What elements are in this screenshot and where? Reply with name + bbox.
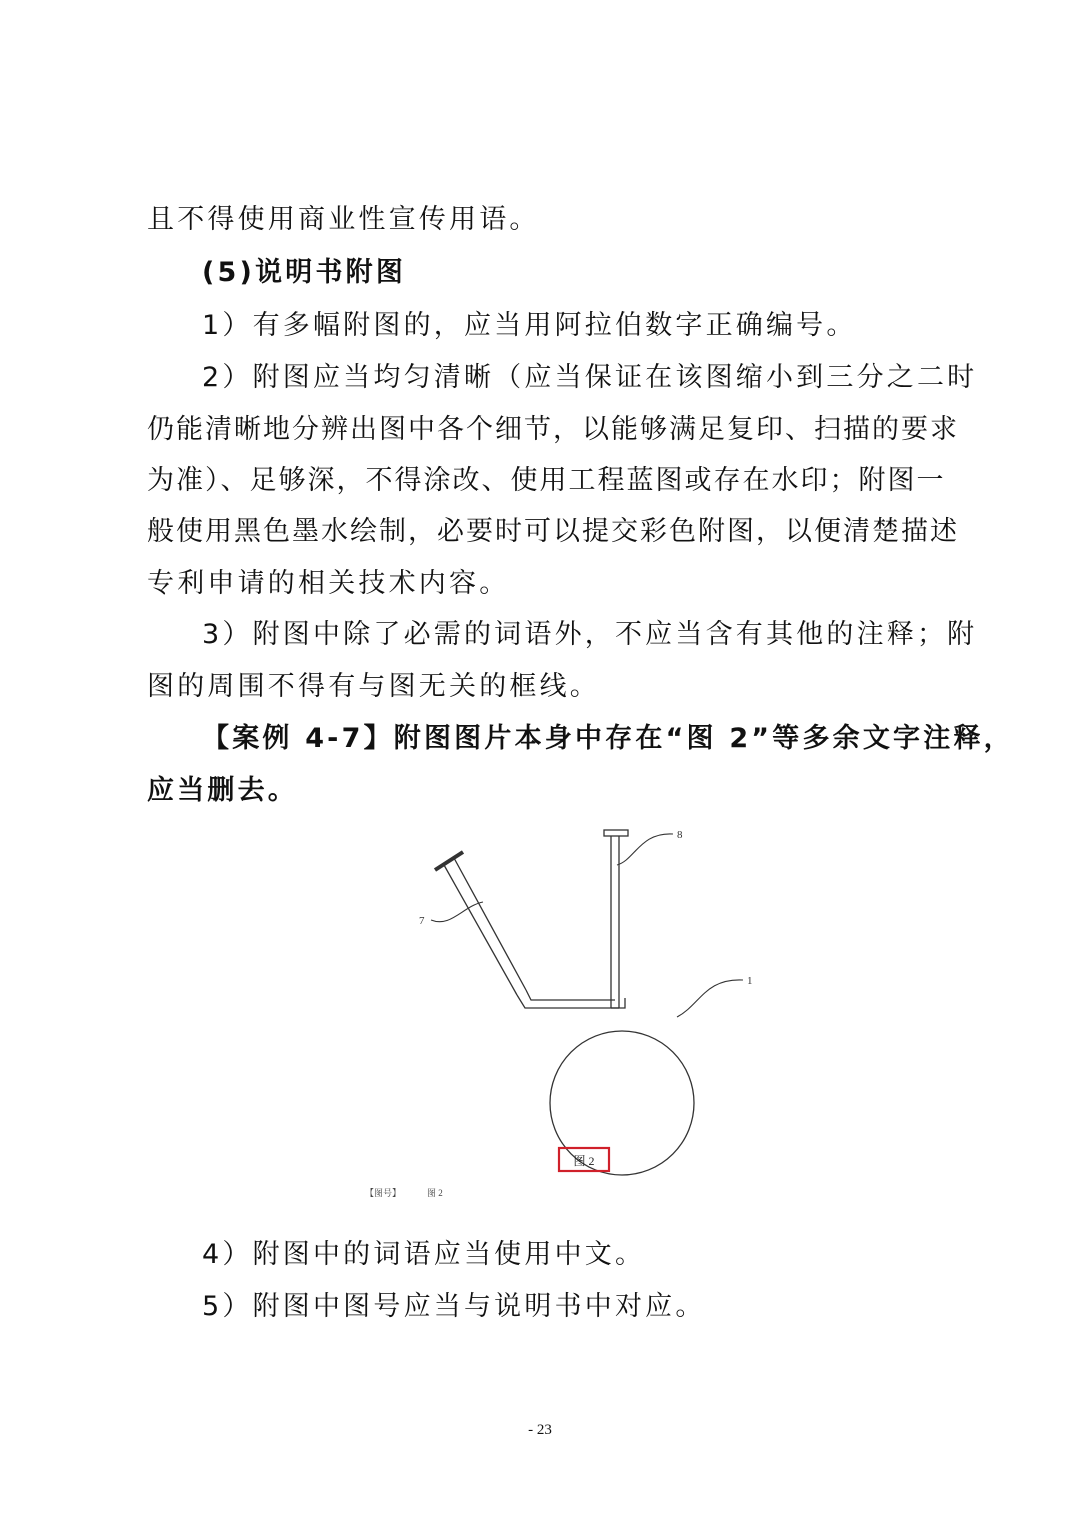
caption-value: 图 2 (427, 1188, 443, 1198)
flask-body (550, 1031, 694, 1175)
list-item-1: 1）有多幅附图的，应当用阿拉伯数字正确编号。 (202, 310, 857, 341)
list-item-2-line: 般使用黑色墨水绘制，必要时可以提交彩色附图，以便清楚描述 (147, 516, 959, 547)
case-example-line: 【案例 4-7】附图图片本身中存在“图 2”等多余文字注释， (202, 723, 1014, 754)
inclined-tube (444, 865, 517, 995)
list-item-3-line: 3）附图中除了必需的词语外，不应当含有其他的注释；附 (202, 619, 978, 650)
leader-line-8 (617, 834, 673, 865)
patent-drawing-figure (355, 820, 775, 1210)
list-item-2-line: 2）附图应当均匀清晰（应当保证在该图缩小到三分之二时 (202, 362, 978, 393)
section-heading: (5)说明书附图 (202, 257, 407, 288)
page-number: - 23 (528, 1422, 552, 1438)
paragraph-line: 且不得使用商业性宣传用语。 (147, 204, 540, 235)
label-1: 1 (747, 975, 753, 987)
case-example-line: 应当删去。 (147, 775, 298, 806)
list-item-4: 4）附图中的词语应当使用中文。 (202, 1239, 646, 1270)
list-item-5: 5）附图中图号应当与说明书中对应。 (202, 1291, 706, 1322)
caption-tag: 【图号】 (365, 1188, 402, 1198)
label-7: 7 (419, 915, 425, 927)
list-item-2-line: 仍能清晰地分辨出图中各个细节，以能够满足复印、扫描的要求 (147, 414, 959, 445)
label-8: 8 (677, 829, 683, 841)
figure-title: 图 2 (573, 1154, 595, 1168)
vertical-tube-cap (604, 830, 628, 836)
list-item-3-line: 图的周围不得有与图无关的框线。 (147, 671, 600, 702)
leader-line-1 (677, 980, 743, 1017)
list-item-2-line: 为准）、足够深，不得涂改、使用工程蓝图或存在水印；附图一 (147, 465, 946, 496)
leader-line-7 (431, 902, 483, 922)
list-item-2-line: 专利申请的相关技术内容。 (147, 568, 510, 599)
